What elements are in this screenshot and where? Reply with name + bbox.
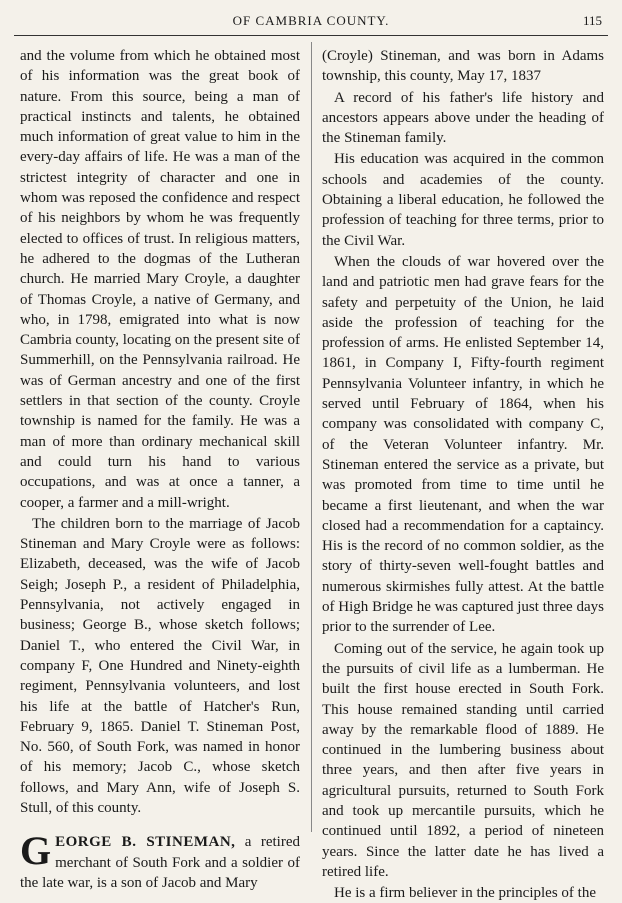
left-column bbox=[20, 46, 300, 893]
column-divider bbox=[311, 42, 312, 832]
biography-name: EORGE B. STINEMAN, bbox=[55, 834, 236, 851]
paragraph: and the volume from which he obtained most of his information was the great book of nature. From this source, being a man of practical instincts and talents, he obtained much information of great value to him in the every-day affairs of life. He was a man of the strictest integrity of character and one in whom was reposed the confidence and respect of his neighbors by whom he was frequently elected to offices of trust. In religious matters, he adhered to the dogmas of the Lutheran church. He married Mary Croyle, a daughter of Thomas Croyle, a native of Germany, and who, in 1798, emigrated into what is now Cambria county, locating on the present site of Summerhill, on the Pennsylvania railroad. He was of German ancestry and one of the first settlers in that section of the county. Croyle township is named for the family. He was a man of more than ordinary mechanical skill and could turn his hand to various occupations, and was at once a tanner, a cooper, a farmer and a mill-wright. bbox=[20, 48, 300, 511]
page-number: 115 bbox=[582, 13, 602, 28]
paragraph: A record of his father's life history and ancestors appears above under the heading of the Stineman family. bbox=[322, 89, 604, 147]
paragraph: Coming out of the service, he again took up the pursuits of civil life as a lumberman. He built the first house erected in South Fork. This house remained standing until carried away by the remarkable flood of 1889. He continued in the lumbering business about three years, and then after five years in agricultural pursuits, returned to South Fork and took up mercantile pursuits, which he continued until 1892, a period of nineteen years. Since the latter date he has lived a retired life. bbox=[322, 640, 604, 880]
paragraph: (Croyle) Stineman, and was born in Adams township, this county, May 17, 1837 bbox=[322, 48, 604, 85]
drop-cap: G bbox=[20, 828, 52, 874]
paragraph: He is a firm believer in the principles of the bbox=[334, 885, 596, 902]
paragraph: When the clouds of war hovered over the land and patriotic men had grave fears for the safety and perpetuity of the Union, he laid aside the profession of teaching for the profession of arms. He enlisted September 14, 1861, in Company I, Fifty-fourth regiment Pennsylvania Volunteer infantry, in which he served until February of 1864, when his company was consolidated with company C, of the Veteran Volunteer infantry. Mr. Stineman entered the service as a private, but was promoted from time to time until he became a first lieutenant, and when the war closed had a recommendation for a captaincy. His is the record of no common soldier, as the story of thirty-seven well-fought battles and numerous skirmishes fully attest. At the battle of High Bridge he was captured just three days prior to the surrender of Lee. bbox=[322, 253, 604, 636]
header-rule bbox=[14, 35, 608, 36]
paragraph: The children born to the marriage of Jacob Stineman and Mary Croyle were as follows: Elizabeth, deceased, was the wife of Jacob Seigh; Joseph P., a resident of Philadelphia, Pennsylvania, not actively engaged in business; George B., whose sketch follows; Daniel T., who entered the Civil War, in company F, One Hundred and Ninety-eighth regiment, Pennsylvania volunteers, and lost his life at the battle of Hatcher's Run, February 9, 1865. Daniel T. Stineman Post, No. 560, of South Fork, was named in honor of his memory; Jacob C., whose sketch follows, and Mary Ann, wife of Joseph S. Stull, of this county. bbox=[20, 515, 300, 816]
biography-heading-paragraph bbox=[20, 828, 300, 893]
right-column bbox=[322, 46, 604, 903]
running-title: OF CAMBRIA COUNTY. bbox=[232, 13, 390, 28]
biography-intro: a retired merchant of South Fork and a soldier of the late war, is a son of Jacob and Mary bbox=[20, 834, 300, 891]
paragraph: His education was acquired in the common schools and academies of the county. Obtaining a liberal education, he followed the profession of teaching for three terms, prior to the Civil War. bbox=[322, 151, 604, 249]
running-head bbox=[0, 13, 622, 33]
